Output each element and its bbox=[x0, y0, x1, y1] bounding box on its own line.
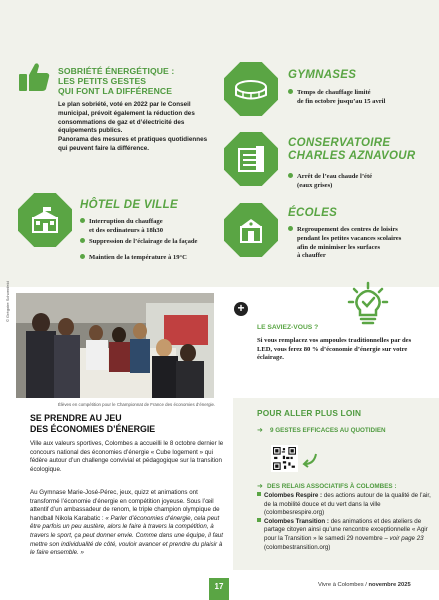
bullet-icon bbox=[80, 254, 85, 259]
bullet-icon bbox=[288, 89, 293, 94]
bullet-icon bbox=[257, 518, 261, 522]
savez-vous-text: Si vous remplacez vos ampoules traditionnelles par des LED, vous ferez 80 % d’économie d’énergie sur votre éclairage. bbox=[257, 337, 412, 362]
bullet-icon bbox=[80, 238, 85, 243]
article-title: SE PRENDRE AU JEU DES ÉCONOMIES D’ÉNERGIE bbox=[30, 413, 156, 434]
savez-vous-title: LE SAVIEZ-VOUS ? bbox=[257, 324, 319, 331]
qr-code-icon[interactable] bbox=[271, 445, 298, 472]
page-number: 17 bbox=[209, 578, 229, 600]
stadium-icon bbox=[224, 62, 278, 116]
gestes-link[interactable]: 9 GESTES EFFICACES AU QUOTIDIEN bbox=[270, 427, 386, 434]
school-icon bbox=[224, 203, 278, 257]
article-paragraph-2: Au Gymnase Marie-José-Pérec, jeux, quizz et animations ont transformé l’économie d’énergie en compétition joyeuse. Sous l’œil attentif d’un ambassadeur de renom, le triple champion olympique de handball Nikola Karabatic : « Parler d’économies d’énergie, cela peut être parfois un peu austère, alors le faire à travers la compétition, à travers le sport, ça peut donner envie. Comme dans une équipe, il faut mettre son individualité de côté, vouloir avancer et prendre du plaisir à le faire ensemble. » bbox=[30, 489, 223, 557]
hotel-title: HÔTEL DE VILLE bbox=[80, 199, 178, 211]
thumbs-up-icon bbox=[18, 60, 50, 92]
town-hall-icon bbox=[18, 193, 72, 247]
loin-title: POUR ALLER PLUS LOIN bbox=[257, 408, 362, 418]
bullet-icon bbox=[288, 173, 293, 178]
sobriete-title: SOBRIÉTÉ ÉNERGÉTIQUE : LES PETITS GESTES QUI FONT LA DIFFÉRENCE bbox=[58, 66, 175, 96]
photo-credit: © Grégoire Schoenfeld bbox=[5, 281, 10, 322]
relais-title: DES RELAIS ASSOCIATIFS À COLOMBES : bbox=[267, 483, 397, 490]
hotel-item-2: Suppression de l’éclairage de la façade bbox=[80, 238, 198, 247]
building-icon bbox=[224, 132, 278, 186]
footer-magazine: Vivre à Colombes / novembre 2025 bbox=[318, 582, 411, 588]
lightbulb-icon bbox=[344, 280, 392, 328]
arrow-right-icon: ➜ bbox=[257, 483, 263, 490]
curved-arrow-icon bbox=[302, 452, 318, 468]
relais-list bbox=[257, 492, 432, 552]
article-paragraph-1: Ville aux valeurs sportives, Colombes a accueilli le 8 octobre dernier le concours national des économies d’énergie « Cube logement » qui fédère autour d’un challenge convivial et pédagogique sur la transition écologique. bbox=[30, 440, 224, 473]
conservatoire-text: Arrêt de l’eau chaude l’été (eaux grises) bbox=[288, 173, 372, 191]
plus-icon: + bbox=[234, 302, 248, 316]
relais-item-respire: Colombes Respire : des actions autour de la qualité de l’air, de la mobilité douce et du vert dans la ville (colombesrespire.org) bbox=[257, 492, 432, 518]
arrow-right-icon: ➜ bbox=[257, 427, 263, 434]
ecoles-title: ÉCOLES bbox=[288, 207, 338, 219]
gymnases-text: Temps de chauffage limité de fin octobre jusqu’au 15 avril bbox=[288, 89, 385, 107]
bullet-icon bbox=[288, 226, 293, 231]
conservatoire-title: CONSERVATOIRE CHARLES AZNAVOUR bbox=[288, 137, 416, 162]
gymnases-title: GYMNASES bbox=[288, 69, 357, 81]
hotel-item-1: Interruption du chauffage et des ordinateurs à 18h30 bbox=[80, 218, 163, 236]
relais-item-transition: Colombes Transition : des animations et des ateliers de partage citoyen ainsi qu’une rencontre exceptionnelle « Agir pour la Transition » le samedi 29 novembre – voir page 23 (colombestransition.org) bbox=[257, 518, 432, 552]
hotel-item-3: Maintien de la température à 19°C bbox=[80, 254, 187, 263]
competition-photo bbox=[16, 293, 214, 398]
bullet-icon bbox=[80, 218, 85, 223]
bullet-icon bbox=[257, 492, 261, 496]
ecoles-text: Regroupement des centres de loisirs pendant les petites vacances scolaires afin de minimiser les surfaces à chauffer bbox=[288, 226, 401, 261]
sobriete-text: Le plan sobriété, voté en 2022 par le Conseil municipal, prévoit également la réduction des consommations de gaz et d’électricité des équipements publics. Panorama des mesures et pratiques quotidiennes qui peuvent faire la différence. bbox=[58, 101, 208, 152]
photo-caption: Élèves en compétition pour le Championnat de France des économies d’énergie. bbox=[58, 402, 216, 407]
